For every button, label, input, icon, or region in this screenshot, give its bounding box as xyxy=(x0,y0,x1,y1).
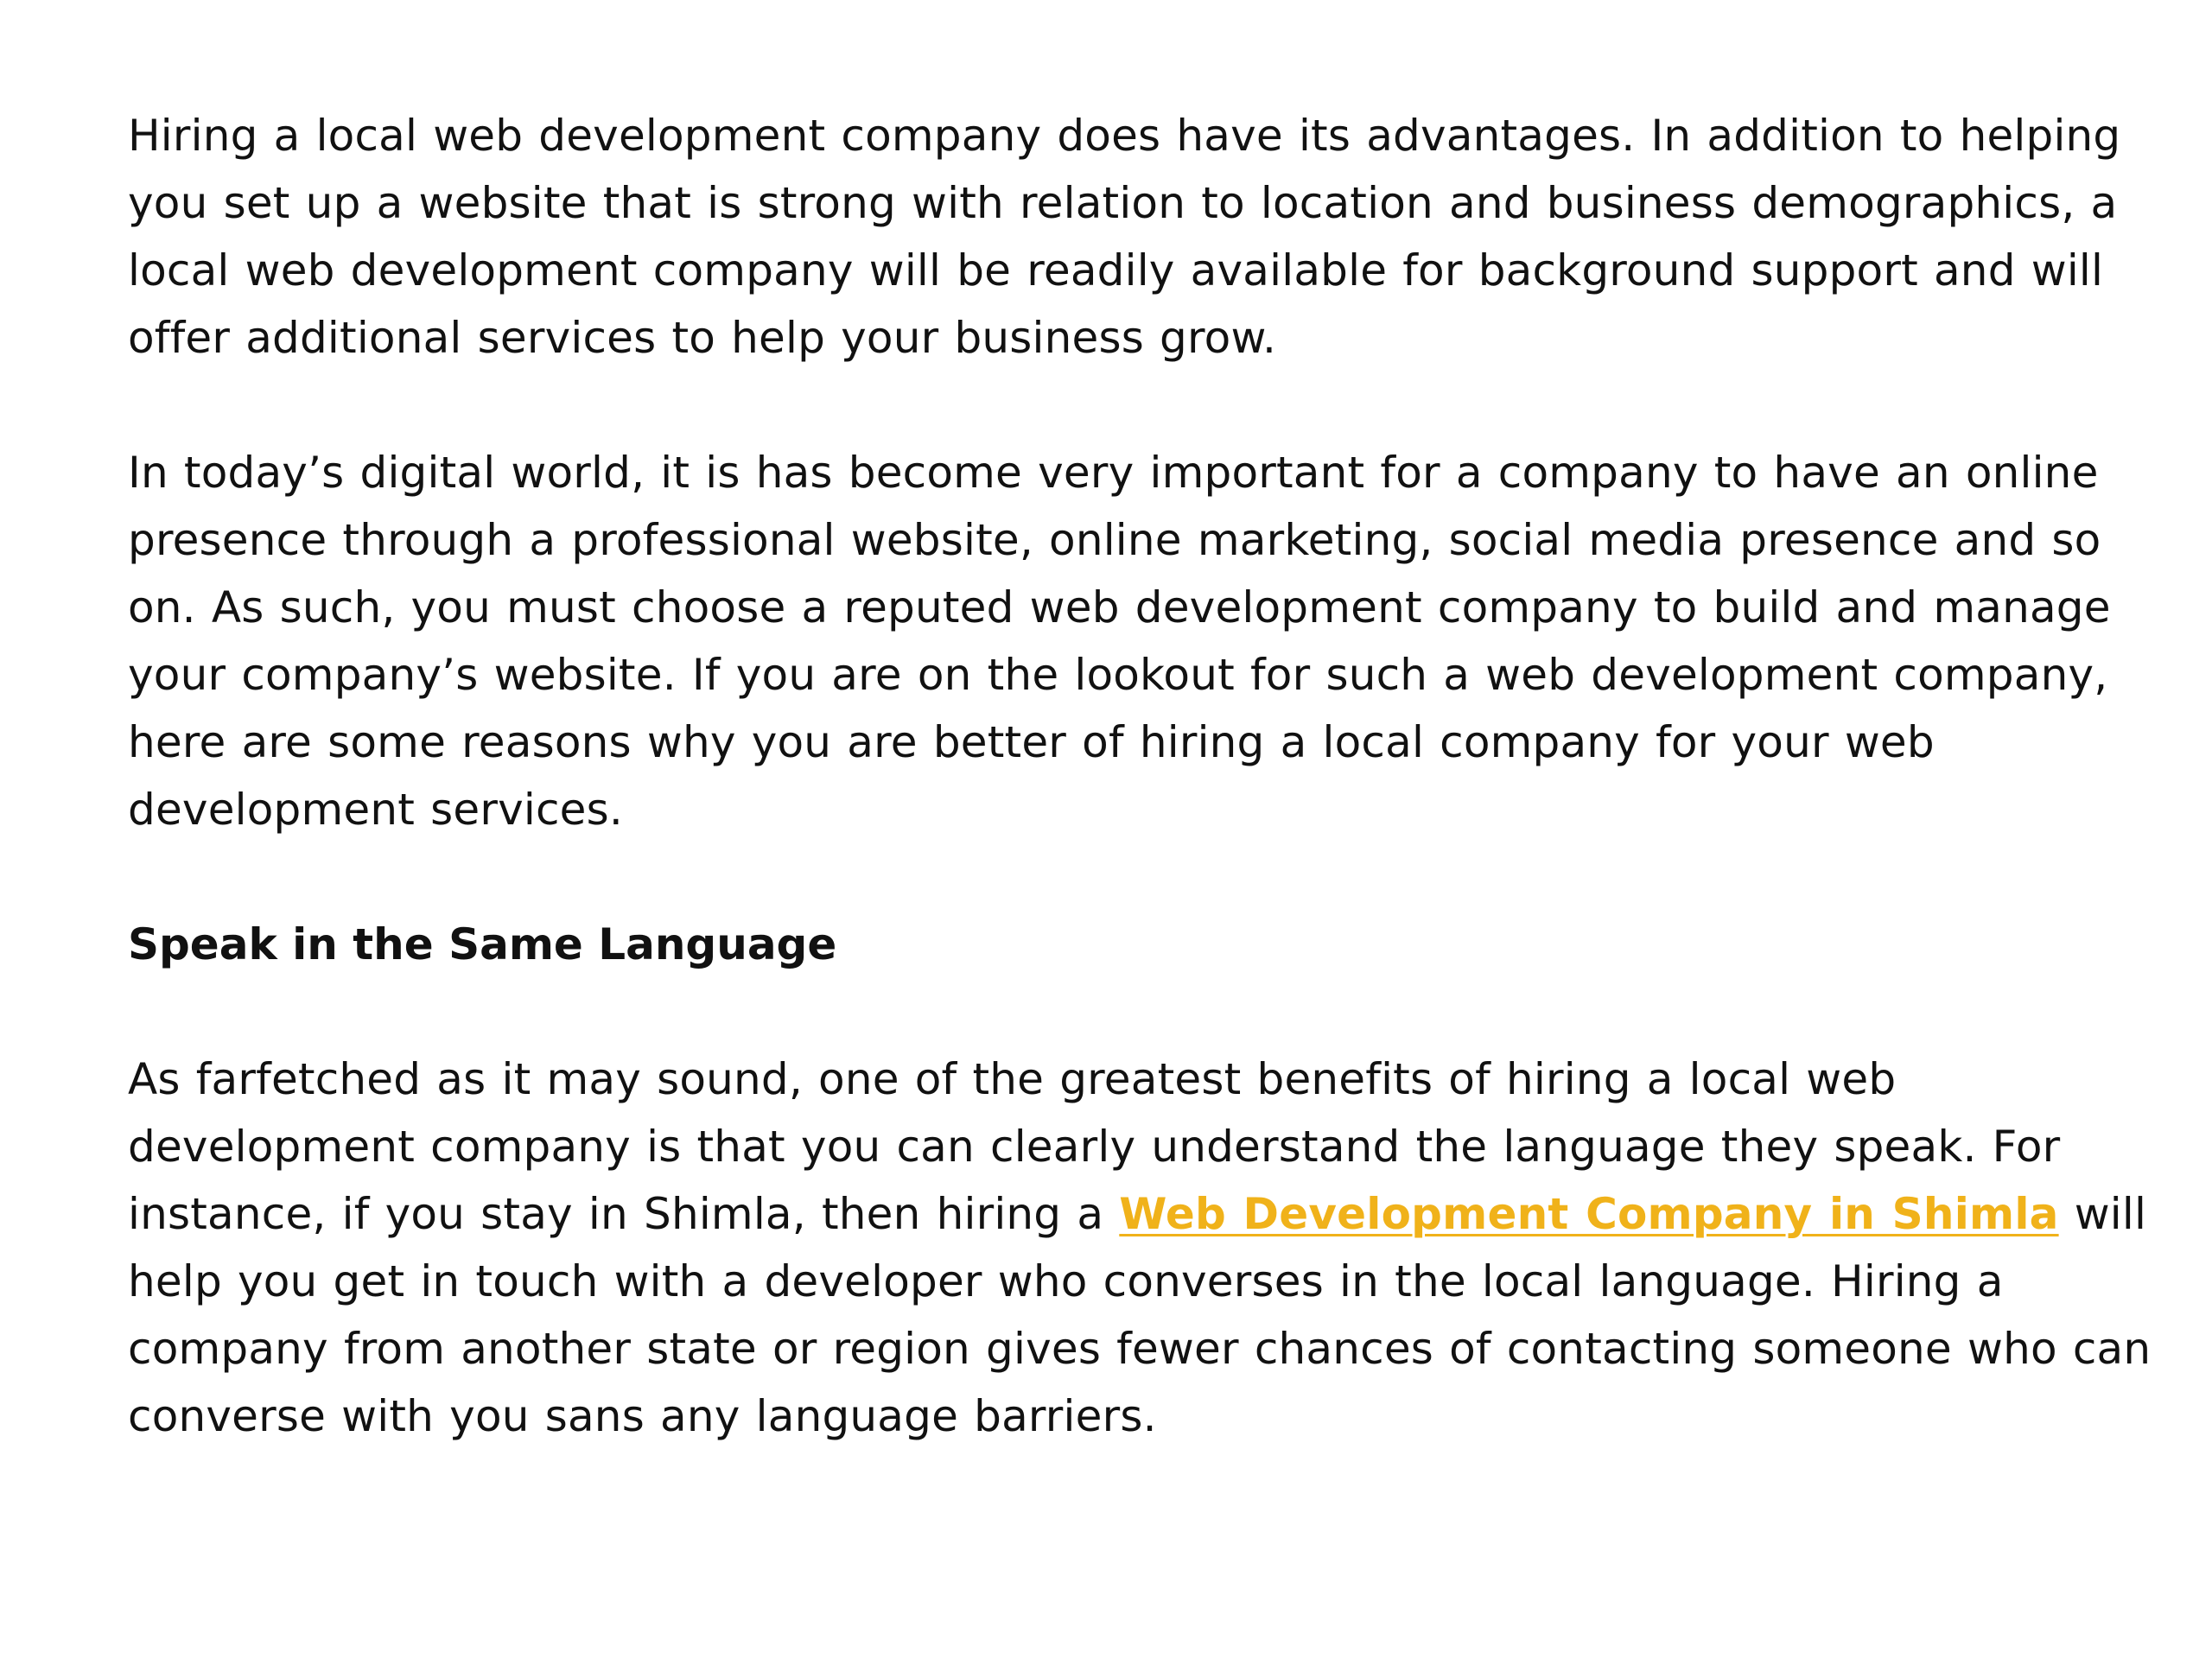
language-paragraph-text-start: As farfetched as it may sound, one of the greatest benefits of hiring a local web development company is that you can clearly understand the language they speak. For instance, if you stay in Shimla, then hiring a xyxy=(128,1054,2061,1239)
web-development-company-link[interactable]: Web Development Company in Shimla xyxy=(1119,1189,2059,1239)
paragraph-spacer xyxy=(128,978,2167,1046)
digital-world-paragraph: In today’s digital world, it is has become very important for a company to have an online presence through a professional website, online marketing, social media presence and so on. As such, you must choose a reputed web development company to build and manage your company’s website. If you are on the lookout for such a web development company, here are some reasons why you are better of hiring a local company for your web development services. xyxy=(128,448,2111,835)
document-page xyxy=(128,102,2167,1450)
language-paragraph-text-end: will help you get in touch with a developer who converses in the local language. Hiring a company from another state or region gives fewer chances of contacting someone who can converse with you sans any language barriers. xyxy=(128,1189,2152,1441)
language-paragraph xyxy=(128,1046,2167,1450)
paragraph-spacer xyxy=(128,843,2167,911)
intro-paragraph: Hiring a local web development company does have its advantages. In addition to helping you set up a website that is strong with relation to location and business demographics, a local web development company will be readily available for background support and will offer additional services to help your business grow. xyxy=(128,111,2121,363)
section-heading: Speak in the Same Language xyxy=(128,919,837,969)
paragraph-spacer xyxy=(128,372,2167,439)
